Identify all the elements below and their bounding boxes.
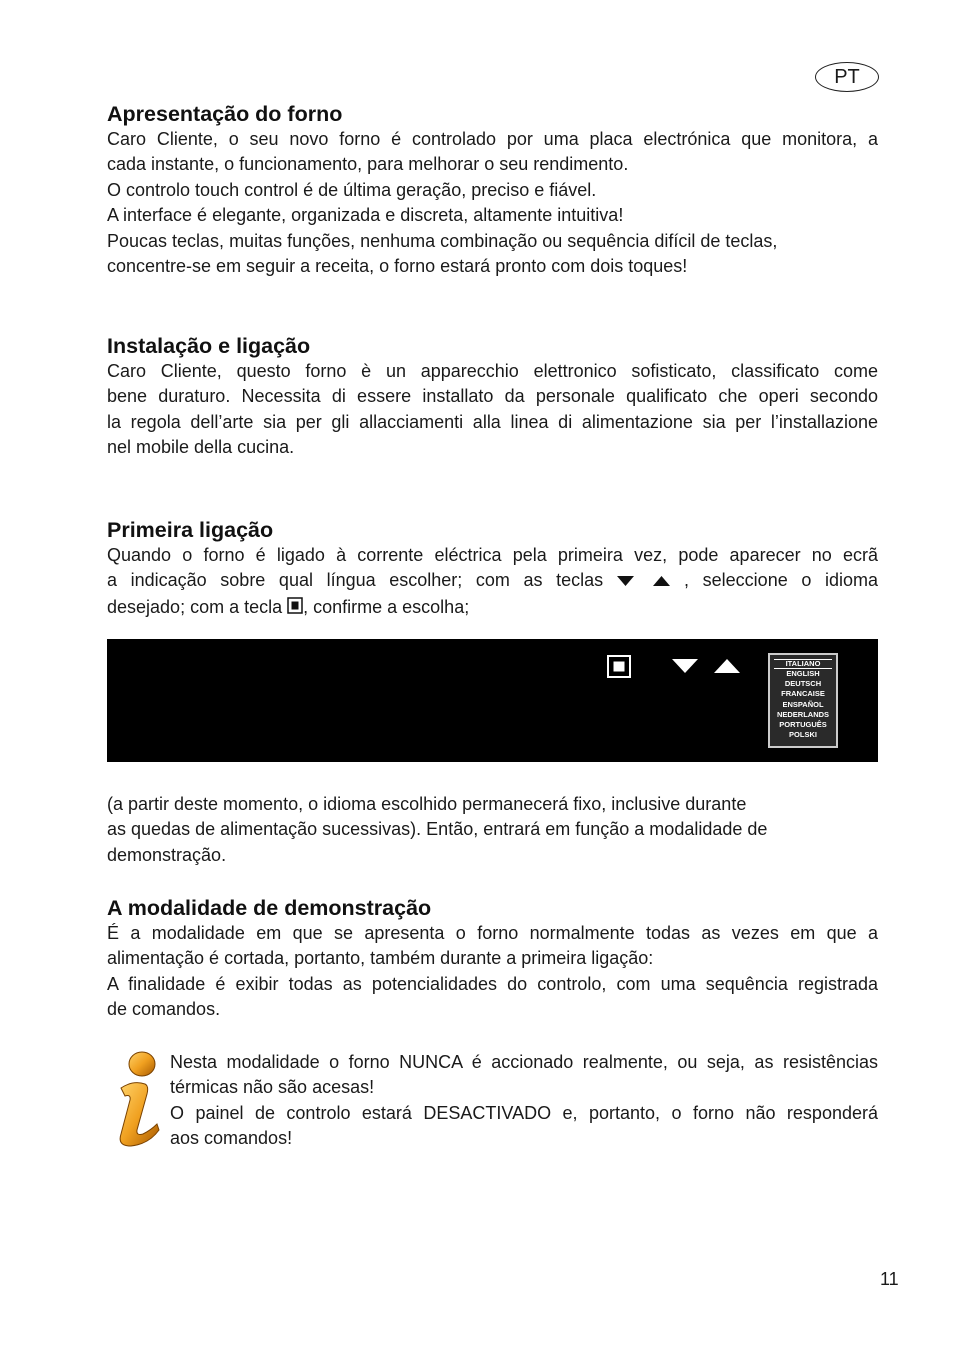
text-line: as quedas de alimentação sucessivas). Então, entrará em função a modalidade de: [107, 819, 768, 840]
section-title: Primeira ligação: [107, 518, 274, 542]
arrow-up-icon: [653, 569, 670, 594]
section-body: [107, 127, 878, 279]
section-title: A modalidade de demonstração: [107, 896, 432, 920]
section-first-connection: [107, 517, 878, 621]
text-fragment: a indicação sobre qual língua escolher; com as teclas: [107, 570, 604, 591]
text-line: Caro Cliente, o seu novo forno é controlado por uma placa electrónica que monitora, a: [107, 129, 878, 149]
text-line: A finalidade é exibir todas as potencialidades do controlo, com uma sequência registrada: [107, 973, 878, 994]
text-line: alimentação é cortada, portanto, também durante a primeira ligação:: [107, 948, 654, 969]
text-fragment: desejado; com a tecla: [107, 596, 283, 617]
confirm-key-icon: [287, 596, 303, 621]
text-line: [107, 568, 878, 594]
language-item: DEUTSCH: [784, 679, 822, 689]
text-line: cada instante, o funcionamento, para melhorar o seu rendimento.: [107, 154, 629, 175]
text-line: Poucas teclas, muitas funções, nenhuma combinação ou sequência difícil de teclas,: [107, 230, 778, 251]
text-fragment: , seleccione o idioma: [684, 570, 878, 591]
language-item: FRANCAISE: [781, 689, 825, 699]
section-after-selection: [107, 792, 878, 868]
text-line: demonstração.: [107, 844, 227, 865]
text-line: bene duraturo. Necessita di essere installato da personale qualificato che operi secondo: [107, 386, 878, 407]
language-item: ENSPAÑOL: [782, 699, 824, 709]
language-item: PORTUGUÊS: [779, 720, 827, 730]
text-line: Quando o forno é ligado à corrente eléctrica pela primeira vez, pode aparecer no ecrã: [107, 545, 878, 565]
text-line: Nesta modalidade o forno NUNCA é accionado realmente, ou seja, as resistências: [170, 1052, 878, 1072]
section-presentation: [107, 101, 878, 279]
text-line: aos comandos!: [170, 1128, 293, 1149]
section-title: Instalação e ligação: [107, 334, 311, 358]
text-line: nel mobile della cucina.: [107, 437, 295, 458]
info-icon: [107, 1050, 163, 1148]
arrow-down-icon: [671, 657, 699, 675]
text-line: la regola dell’arte sia per gli allacciamenti alla linea di alimentazione sia per l’installazione: [107, 411, 878, 432]
page-number: 11: [880, 1269, 899, 1289]
text-line: A interface é elegante, organizada e discreta, altamente intuitiva!: [107, 205, 624, 226]
text-line: (a partir deste momento, o idioma escolhido permanecerá fixo, inclusive durante: [107, 794, 747, 814]
info-note-text: [170, 1050, 878, 1152]
section-title: Apresentação do forno: [107, 102, 343, 126]
text-line: O controlo touch control é de última geração, preciso e fiável.: [107, 179, 597, 200]
text-line: O painel de controlo estará DESACTIVADO e, portanto, o forno não responderá: [170, 1102, 878, 1123]
section-body: [107, 921, 878, 1023]
text-fragment: , confirme a escolha;: [303, 596, 470, 617]
section-demo-mode: [107, 895, 878, 1023]
text-line: É a modalidade em que se apresenta o forno normalmente todas as vezes em que a: [107, 923, 878, 943]
text-line: concentre-se em seguir a receita, o forno estará pronto com dois toques!: [107, 256, 688, 277]
section-body: [107, 543, 878, 621]
arrow-up-icon: [713, 657, 741, 675]
section-installation: [107, 333, 878, 461]
arrow-down-icon: [617, 569, 634, 594]
text-line: térmicas não são acesas!: [170, 1077, 375, 1098]
language-item: ENGLISH: [786, 669, 820, 678]
confirm-key-icon: [606, 654, 634, 679]
text-line: [107, 595, 878, 621]
control-panel-display: [107, 639, 878, 762]
text-line: Caro Cliente, questo forno è un apparecchio elettronico sofisticato, classificato come: [107, 361, 878, 381]
language-item: POLSKI: [789, 730, 817, 740]
text-line: de comandos.: [107, 999, 221, 1020]
section-body: [107, 359, 878, 461]
language-badge: PT: [815, 62, 879, 92]
section-body: [107, 792, 878, 868]
language-list: [768, 653, 838, 748]
language-item: ITALIANO: [774, 659, 832, 669]
language-item: NEDERLANDS: [776, 709, 830, 719]
